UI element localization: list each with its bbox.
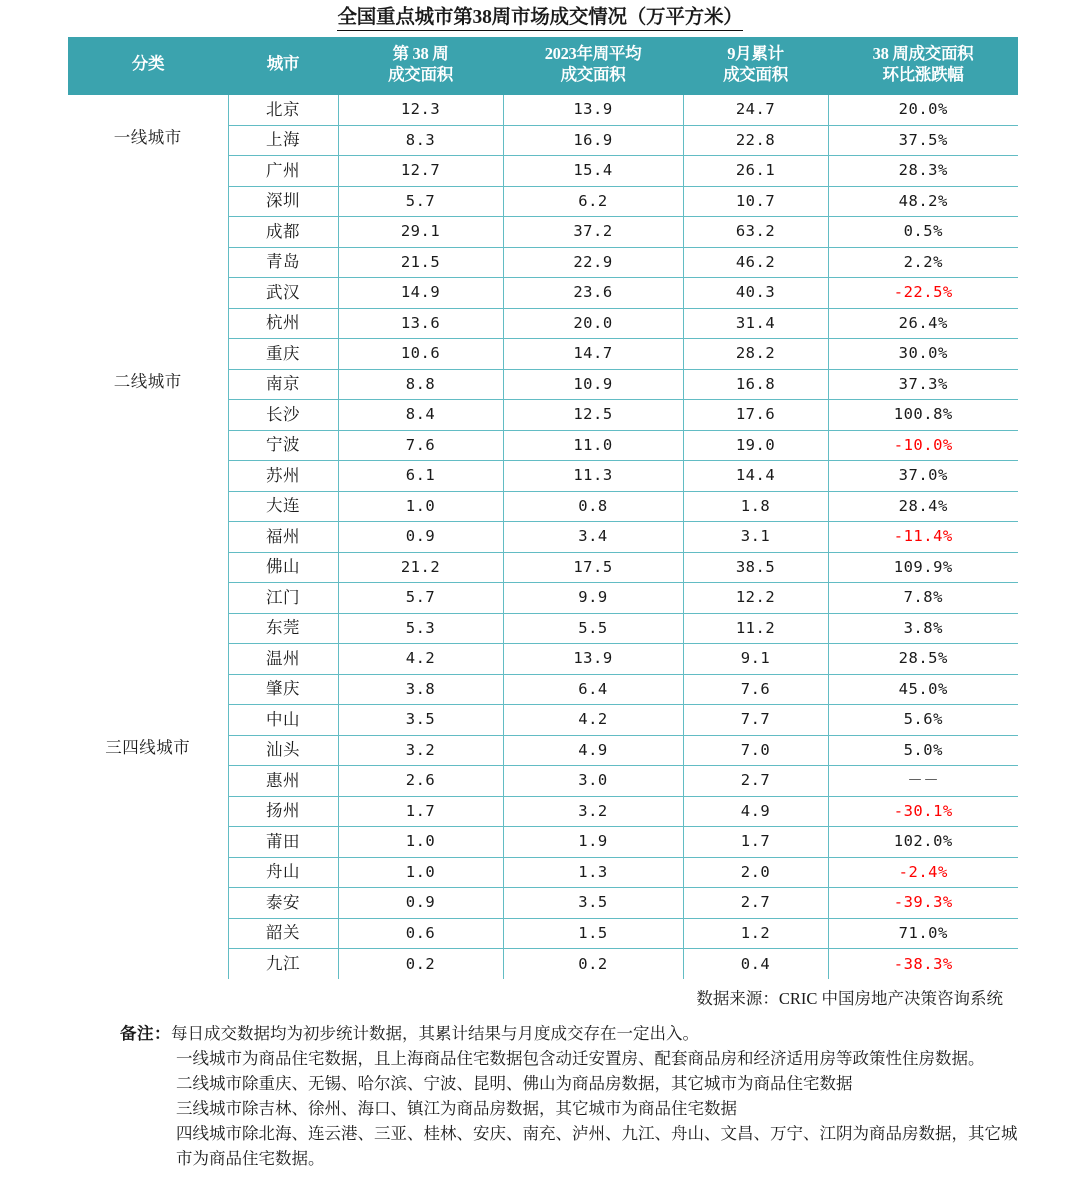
table-row (68, 247, 1018, 278)
avg-2023-area-cell: 13.9 (503, 644, 683, 675)
avg-2023-area-cell: 16.9 (503, 125, 683, 156)
sep-cumulative-cell: 16.8 (683, 369, 828, 400)
sep-cumulative-cell: 14.4 (683, 461, 828, 492)
week38-area-cell: 1.0 (338, 827, 503, 858)
wow-change-cell: 45.0% (828, 674, 1018, 705)
category-spacer-cell (68, 705, 228, 736)
column-header-week38-area-line2: 成交面积 (388, 64, 453, 84)
week38-area-cell: 3.5 (338, 705, 503, 736)
city-cell: 莆田 (228, 827, 338, 858)
city-cell: 武汉 (228, 278, 338, 309)
week38-area-cell: 6.1 (338, 461, 503, 492)
sep-cumulative-cell: 1.2 (683, 918, 828, 949)
week38-area-cell: 0.9 (338, 888, 503, 919)
city-cell: 福州 (228, 522, 338, 553)
avg-2023-area-cell: 1.5 (503, 918, 683, 949)
category-spacer-cell (68, 308, 228, 339)
week38-area-cell: 1.0 (338, 857, 503, 888)
wow-change-cell: 30.0% (828, 339, 1018, 370)
avg-2023-area-cell: 1.3 (503, 857, 683, 888)
wow-change-cell: 20.0% (828, 95, 1018, 126)
wow-change-cell: 26.4% (828, 308, 1018, 339)
wow-change-cell: -38.3% (893, 954, 953, 973)
city-cell: 舟山 (228, 857, 338, 888)
city-cell: 长沙 (228, 400, 338, 431)
note-text: 一线城市为商品住宅数据，且上海商品住宅数据包含动迁安置房、配套商品房和经济适用房等政策性住房数据。 (176, 1048, 985, 1068)
table-row (68, 613, 1018, 644)
wow-change-cell: 2.2% (828, 247, 1018, 278)
table-row (68, 125, 1018, 156)
sep-cumulative-cell: 46.2 (683, 247, 828, 278)
data-source-line: 数据来源：CRIC 中国房地产决策咨询系统 (696, 989, 1003, 1009)
sep-cumulative-cell: 31.4 (683, 308, 828, 339)
wow-change-cell: -2.4% (828, 857, 1018, 888)
table-row (68, 339, 1018, 370)
avg-2023-area-cell: 37.2 (503, 217, 683, 248)
column-header-sep-cumulative-line1: 9月累计 (727, 44, 784, 64)
wow-change-cell: 37.3% (828, 369, 1018, 400)
avg-2023-area-cell: 14.7 (503, 339, 683, 370)
avg-2023-area-cell: 0.2 (503, 949, 683, 980)
category-spacer-cell (68, 583, 228, 614)
avg-2023-area-cell: 3.2 (503, 796, 683, 827)
wow-change-cell: -10.0% (828, 430, 1018, 461)
table-row (68, 674, 1018, 705)
sep-cumulative-cell: 3.1 (683, 522, 828, 553)
table-row (68, 583, 1018, 614)
avg-2023-area-cell: 23.6 (503, 278, 683, 309)
sep-cumulative-cell: 12.2 (683, 583, 828, 614)
wow-change-cell: 102.0% (828, 827, 1018, 858)
avg-2023-area-cell: 4.2 (503, 705, 683, 736)
week38-area-cell: 0.9 (338, 522, 503, 553)
sep-cumulative-cell: 2.0 (683, 857, 828, 888)
avg-2023-area-cell: 3.5 (503, 888, 683, 919)
avg-2023-area-cell: 5.5 (503, 613, 683, 644)
week38-area-cell: 12.7 (338, 156, 503, 187)
city-cell: 肇庆 (228, 674, 338, 705)
sep-cumulative-cell: 10.7 (683, 186, 828, 217)
city-cell: 韶关 (228, 918, 338, 949)
table-row (68, 217, 1018, 248)
week38-area-cell: 21.5 (338, 247, 503, 278)
wow-change-cell: -22.5% (828, 278, 1018, 309)
city-cell: 北京 (228, 95, 338, 126)
table-body (68, 95, 1018, 980)
category-cell: 二线城市 (113, 372, 182, 392)
note-text: 四线城市除北海、连云港、三亚、桂林、安庆、南充、泸州、九江、舟山、文昌、万宁、江阴为商品房数据，其它城市为商品住宅数据。 (176, 1123, 1018, 1168)
avg-2023-area-cell: 13.9 (503, 95, 683, 126)
page-title: 全国重点城市第38周市场成交情况（万平方米） (337, 7, 742, 31)
week38-area-cell: 5.7 (338, 583, 503, 614)
city-cell: 九江 (228, 949, 338, 980)
sep-cumulative-cell: 28.2 (683, 339, 828, 370)
notes-block (0, 1010, 1080, 1171)
city-cell: 广州 (228, 156, 338, 187)
city-cell: 泰安 (228, 888, 338, 919)
wow-change-cell: -11.4% (828, 522, 1018, 553)
category-spacer-cell (68, 613, 228, 644)
avg-2023-area-cell: 6.4 (503, 674, 683, 705)
table-row (68, 308, 1018, 339)
sep-cumulative-cell: 2.7 (683, 766, 828, 797)
market-table (68, 37, 1018, 979)
table-row (68, 95, 1018, 126)
note-text: 二线城市除重庆、无锡、哈尔滨、宁波、昆明、佛山为商品房数据，其它城市为商品住宅数据 (176, 1073, 853, 1093)
week38-area-cell: 7.6 (338, 430, 503, 461)
city-cell: 惠州 (228, 766, 338, 797)
city-cell: 深圳 (228, 186, 338, 217)
week38-area-cell: 13.6 (338, 308, 503, 339)
city-cell: 南京 (228, 369, 338, 400)
wow-change-cell: 109.9% (828, 552, 1018, 583)
week38-area-cell: 3.2 (338, 735, 503, 766)
header-row (68, 37, 1018, 94)
sep-cumulative-cell: 11.2 (683, 613, 828, 644)
avg-2023-area-cell: 12.5 (503, 400, 683, 431)
sep-cumulative-cell: 7.6 (683, 674, 828, 705)
city-cell: 大连 (228, 491, 338, 522)
category-spacer-cell (68, 644, 228, 675)
week38-area-cell: 8.8 (338, 369, 503, 400)
table-header (68, 37, 1018, 94)
avg-2023-area-cell: 1.9 (503, 827, 683, 858)
sep-cumulative-cell: 40.3 (683, 278, 828, 309)
sep-cumulative-cell: 7.7 (683, 705, 828, 736)
column-header-avg2023-area-line1: 2023年周平均 (544, 44, 642, 64)
city-cell: 温州 (228, 644, 338, 675)
column-header-city-line1: 城市 (266, 54, 300, 74)
city-cell: 成都 (228, 217, 338, 248)
column-header-wow-change-line2: 环比涨跌幅 (882, 64, 964, 84)
category-spacer-cell (68, 674, 228, 705)
column-header-sep-cumulative (683, 37, 828, 94)
city-cell: 上海 (228, 125, 338, 156)
week38-area-cell: 2.6 (338, 766, 503, 797)
column-header-avg2023-area (503, 37, 683, 94)
wow-change-cell: 3.8% (828, 613, 1018, 644)
city-cell: 青岛 (228, 247, 338, 278)
note-line (120, 1121, 1020, 1171)
week38-area-cell: 12.3 (338, 95, 503, 126)
sep-cumulative-cell: 0.4 (683, 949, 828, 980)
week38-area-cell: 14.9 (338, 278, 503, 309)
wow-change-cell: -39.3% (828, 888, 1018, 919)
note-line (120, 1071, 1020, 1096)
wow-change-cell: 28.4% (828, 491, 1018, 522)
week38-area-cell: 0.2 (338, 949, 503, 980)
wow-change-cell: 0.5% (828, 217, 1018, 248)
sep-cumulative-cell: 24.7 (683, 95, 828, 126)
city-cell: 汕头 (228, 735, 338, 766)
week38-area-cell: 10.6 (338, 339, 503, 370)
avg-2023-area-cell: 3.0 (503, 766, 683, 797)
city-cell: 中山 (228, 705, 338, 736)
table-row (68, 369, 1018, 400)
avg-2023-area-cell: 3.4 (503, 522, 683, 553)
city-cell: 苏州 (228, 461, 338, 492)
week38-area-cell: 8.4 (338, 400, 503, 431)
avg-2023-area-cell: 20.0 (503, 308, 683, 339)
note-line (120, 1096, 1020, 1121)
sep-cumulative-cell: 2.7 (683, 888, 828, 919)
wow-change-cell: 28.5% (828, 644, 1018, 675)
notes-label: 备注： (120, 1023, 171, 1043)
city-cell: 佛山 (228, 552, 338, 583)
column-header-sep-cumulative-line2: 成交面积 (723, 64, 788, 84)
note-text: 每日成交数据均为初步统计数据，其累计结果与月度成交存在一定出入。 (171, 1023, 699, 1043)
table-row (68, 278, 1018, 309)
avg-2023-area-cell: 11.0 (503, 430, 683, 461)
note-text: 三线城市除吉林、徐州、海口、镇江为商品房数据，其它城市为商品住宅数据 (176, 1098, 737, 1118)
column-header-wow-change-line1: 38 周成交面积 (872, 44, 974, 64)
category-spacer-cell (68, 217, 228, 248)
column-header-wow-change (828, 37, 1018, 94)
week38-area-cell: 5.7 (338, 186, 503, 217)
sep-cumulative-cell: 1.7 (683, 827, 828, 858)
sep-cumulative-cell: 9.1 (683, 644, 828, 675)
table-row (68, 644, 1018, 675)
week38-area-cell: 5.3 (338, 613, 503, 644)
title-container (0, 0, 1080, 37)
sep-cumulative-cell: 63.2 (683, 217, 828, 248)
week38-area-cell: 0.6 (338, 918, 503, 949)
city-cell: 扬州 (228, 796, 338, 827)
week38-area-cell: 1.7 (338, 796, 503, 827)
table-row (68, 705, 1018, 736)
wow-change-cell: 37.5% (828, 125, 1018, 156)
note-line (120, 1046, 1020, 1071)
sep-cumulative-cell: 1.8 (683, 491, 828, 522)
wow-change-cell: 100.8% (828, 400, 1018, 431)
avg-2023-area-cell: 9.9 (503, 583, 683, 614)
city-cell: 宁波 (228, 430, 338, 461)
category-spacer-cell (68, 552, 228, 583)
avg-2023-area-cell: 15.4 (503, 156, 683, 187)
avg-2023-area-cell: 6.2 (503, 186, 683, 217)
wow-change-cell: －－ (828, 766, 1018, 797)
category-spacer-cell (68, 95, 228, 126)
city-cell: 杭州 (228, 308, 338, 339)
week38-area-cell: 8.3 (338, 125, 503, 156)
column-header-week38-area-line1: 第 38 周 (392, 44, 449, 64)
sep-cumulative-cell: 26.1 (683, 156, 828, 187)
sep-cumulative-cell: 38.5 (683, 552, 828, 583)
table-row (68, 552, 1018, 583)
sep-cumulative-cell: 17.6 (683, 400, 828, 431)
note-line (120, 1021, 1020, 1046)
wow-change-cell: -30.1% (828, 796, 1018, 827)
sep-cumulative-cell: 4.9 (683, 796, 828, 827)
wow-change-cell: 5.0% (828, 735, 1018, 766)
category-spacer-cell (68, 278, 228, 309)
city-cell: 东莞 (228, 613, 338, 644)
week38-area-cell: 1.0 (338, 491, 503, 522)
category-spacer-cell (68, 339, 228, 370)
wow-change-cell: 71.0% (828, 918, 1018, 949)
week38-area-cell: 29.1 (338, 217, 503, 248)
category-spacer-cell (68, 247, 228, 278)
week38-area-cell: 4.2 (338, 644, 503, 675)
city-cell: 江门 (228, 583, 338, 614)
column-header-week38-area (338, 37, 503, 94)
category-cell: 三四线城市 (105, 738, 191, 758)
category-cell: 一线城市 (113, 128, 182, 148)
week38-area-cell: 21.2 (338, 552, 503, 583)
avg-2023-area-cell: 22.9 (503, 247, 683, 278)
wow-change-cell: 37.0% (828, 461, 1018, 492)
column-header-city (228, 37, 338, 94)
sep-cumulative-cell: 22.8 (683, 125, 828, 156)
avg-2023-area-cell: 11.3 (503, 461, 683, 492)
city-cell: 重庆 (228, 339, 338, 370)
avg-2023-area-cell: 4.9 (503, 735, 683, 766)
sep-cumulative-cell: 7.0 (683, 735, 828, 766)
table-row (68, 735, 1018, 766)
wow-change-cell: 7.8% (828, 583, 1018, 614)
avg-2023-area-cell: 17.5 (503, 552, 683, 583)
wow-change-cell: 5.6% (828, 705, 1018, 736)
wow-change-cell: 28.3% (828, 156, 1018, 187)
column-header-avg2023-area-line2: 成交面积 (560, 64, 626, 84)
sep-cumulative-cell: 19.0 (683, 430, 828, 461)
column-header-category-line1: 分类 (131, 54, 165, 74)
wow-change-cell: 48.2% (828, 186, 1018, 217)
table-container (0, 37, 1080, 979)
week38-area-cell: 3.8 (338, 674, 503, 705)
column-header-category (68, 37, 228, 94)
avg-2023-area-cell: 0.8 (503, 491, 683, 522)
avg-2023-area-cell: 10.9 (503, 369, 683, 400)
